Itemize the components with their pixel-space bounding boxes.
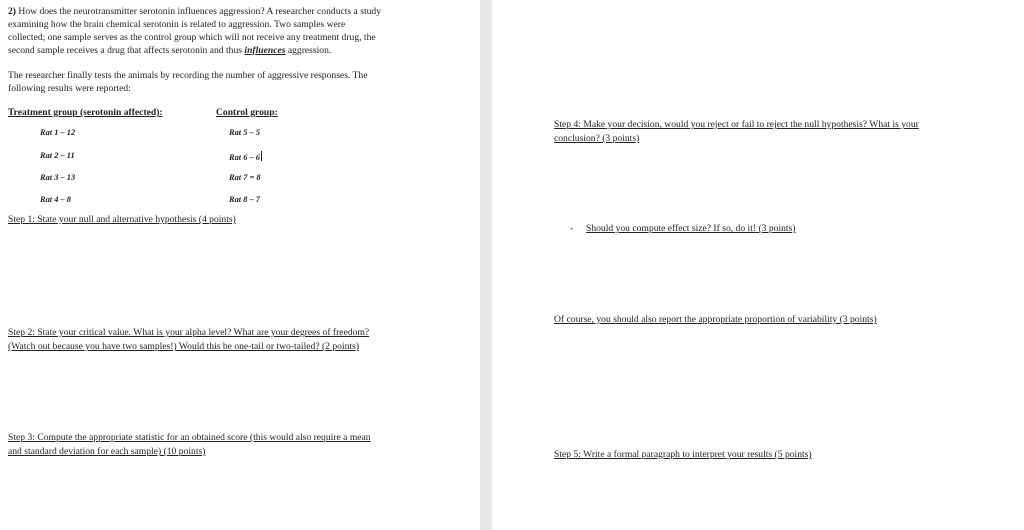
- question-number: 2): [8, 6, 16, 17]
- control-rat-5: Rat 5 – 5: [229, 128, 260, 137]
- treatment-rat-3: Rat 3 – 13: [40, 173, 76, 182]
- variability-prompt: Of course, you should also report the appropriate proportion of variability (3 points): [554, 314, 877, 325]
- control-rat-8: Rat 8 – 7: [229, 195, 260, 204]
- treatment-group-header: Treatment group (serotonin affected):: [8, 107, 163, 118]
- left-page: [0, 0, 480, 530]
- step-3-prompt-line-2: and standard deviation for each sample) (10 points): [8, 446, 206, 457]
- influences-emphasis: influences: [244, 45, 286, 56]
- step-5-prompt: Step 5: Write a formal paragraph to interpret your results (5 points): [554, 449, 812, 460]
- question-line-4: second sample receives a drug that affects serotonin and thus influences aggression.: [8, 45, 332, 56]
- results-intro-line-2: following results were reported:: [8, 83, 131, 94]
- step-2-prompt-line-1: Step 2: State your critical value. What is your alpha level? What are your degrees of freedom?: [8, 327, 370, 338]
- control-rat-6: Rat 6 – 6: [229, 153, 260, 162]
- treatment-rat-4: Rat 4 – 8: [40, 195, 71, 204]
- results-intro-line-1: The researcher finally tests the animals by recording the number of aggressive responses. The: [8, 70, 368, 81]
- treatment-rat-1: Rat 1 – 12: [40, 128, 76, 137]
- step-4-prompt-line-2: conclusion? (3 points): [554, 133, 640, 144]
- question-line-2: examining how the brain chemical serotonin is related to aggression. Two samples were: [8, 19, 346, 30]
- treatment-rat-2: Rat 2 – 11: [40, 151, 75, 160]
- control-rat-7: Rat 7 = 8: [229, 173, 261, 182]
- step-3-prompt-line-1: Step 3: Compute the appropriate statistic for an obtained score (this would also require a mean: [8, 432, 371, 443]
- step-1-prompt: Step 1: State your null and alternative hypothesis (4 points): [8, 214, 236, 225]
- control-group-header: Control group:: [216, 107, 278, 118]
- step-2-prompt-line-2: (Watch out because you have two samples!) Would this be one-tail or two-tailed? (2 points): [8, 341, 360, 352]
- step-4-prompt-line-1: Step 4: Make your decision, would you reject or fail to reject the null hypothesis? What is your: [554, 119, 919, 130]
- effect-size-prompt: Should you compute effect size? If so, do it! (3 points): [586, 223, 796, 234]
- effect-size-bullet: -: [570, 223, 574, 234]
- right-page: [492, 0, 1024, 530]
- text-cursor: [261, 151, 262, 161]
- question-line-1: 2) How does the neurotransmitter serotonin influences aggression? A researcher conducts a study: [8, 6, 381, 17]
- question-line-3: collected; one sample serves as the control group which will not receive any treatment drug, the: [8, 32, 376, 43]
- control-rat-6-row: [229, 151, 262, 162]
- page-gutter: [480, 0, 492, 530]
